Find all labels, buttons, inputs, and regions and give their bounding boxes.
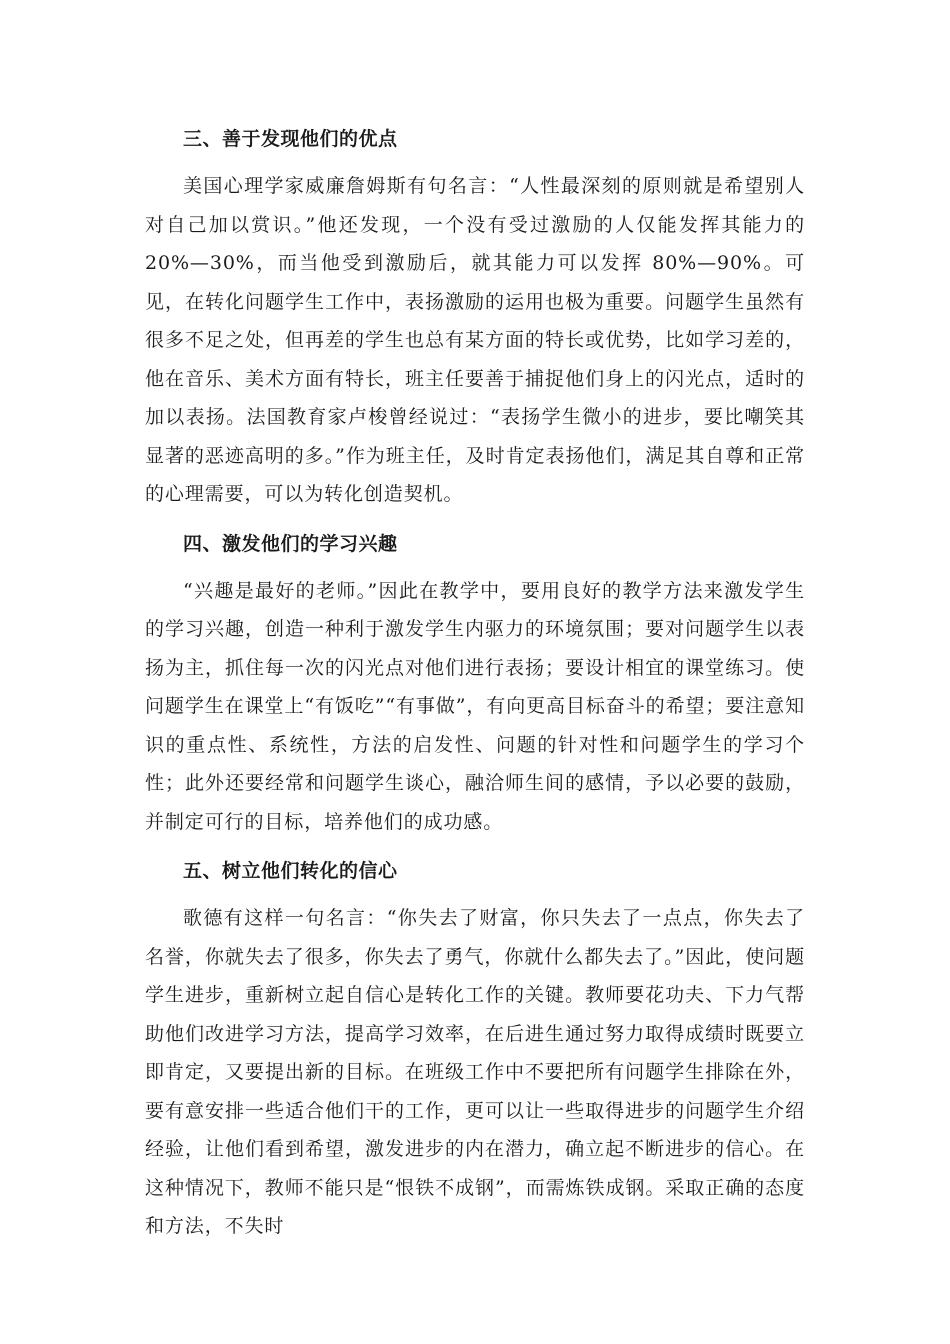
section-heading: 五、树立他们转化的信心 xyxy=(183,860,398,882)
section-paragraph: 歌德有这样一句名言：“你失去了财富，你只失去了一点点，你失去了名誉，你就失去了很多，你失去了勇气，你就什么都失去了。”因此，使问题学生进步，重新树立起自信心是转化工作的关键。教师要花功夫、下力气帮助他们改进学习方法，提高学习效率，在后进生通过努力取得成绩时既要立即肯定，又要提出新的目标。在班级工作中不要把所有问题学生排除在外，要有意安排一些适合他们干的工作，更可以让一些取得进步的问题学生介绍经验，让他们看到希望，激发进步的内在潜力，确立起不断进步的信心。在这种情况下，教师不能只是“恨铁不成钢”，而需炼铁成钢。采取正确的态度和方法，不失时 xyxy=(145,907,805,1237)
document-body xyxy=(145,121,805,1256)
section-4 xyxy=(145,526,805,842)
section-5 xyxy=(145,853,805,1246)
section-3 xyxy=(145,121,805,514)
section-paragraph: 美国心理学家威廉詹姆斯有句名言：“人性最深刻的原则就是希望别人对自己加以赏识。”他还发现，一个没有受过激励的人仅能发挥其能力的 20%—30%，而当他受到激励后，就其能力可以发挥 80%—90%。可见，在转化问题学生工作中，表扬激励的运用也极为重要。问题学生虽然有很多不足之处，但再差的学生也总有某方面的特长或优势，比如学习差的，他在音乐、美术方面有特长，班主任要善于捕捉他们身上的闪光点，适时的加以表扬。法国教育家卢梭曾经说过：“表扬学生微小的进步，要比嘲笑其显著的恶迹高明的多。”作为班主任，及时肯定表扬他们，满足其自尊和正常的心理需要，可以为转化创造契机。 xyxy=(145,175,805,505)
section-heading: 三、善于发现他们的优点 xyxy=(183,128,398,150)
section-heading: 四、激发他们的学习兴趣 xyxy=(183,532,398,555)
section-paragraph: “兴趣是最好的老师。”因此在教学中，要用良好的教学方法来激发学生的学习兴趣，创造一种利于激发学生内驱力的环境氛围；要对问题学生以表扬为主，抓住每一次的闪光点对他们进行表扬；要设计相宜的课堂练习。使问题学生在课堂上“有饭吃”“有事做”，有向更高目标奋斗的希望；要注意知识的重点性、系统性，方法的启发性、问题的针对性和问题学生的学习个性；此外还要经常和问题学生谈心，融洽师生间的感情，予以必要的鼓励，并制定可行的目标，培养他们的成功感。 xyxy=(145,579,805,833)
